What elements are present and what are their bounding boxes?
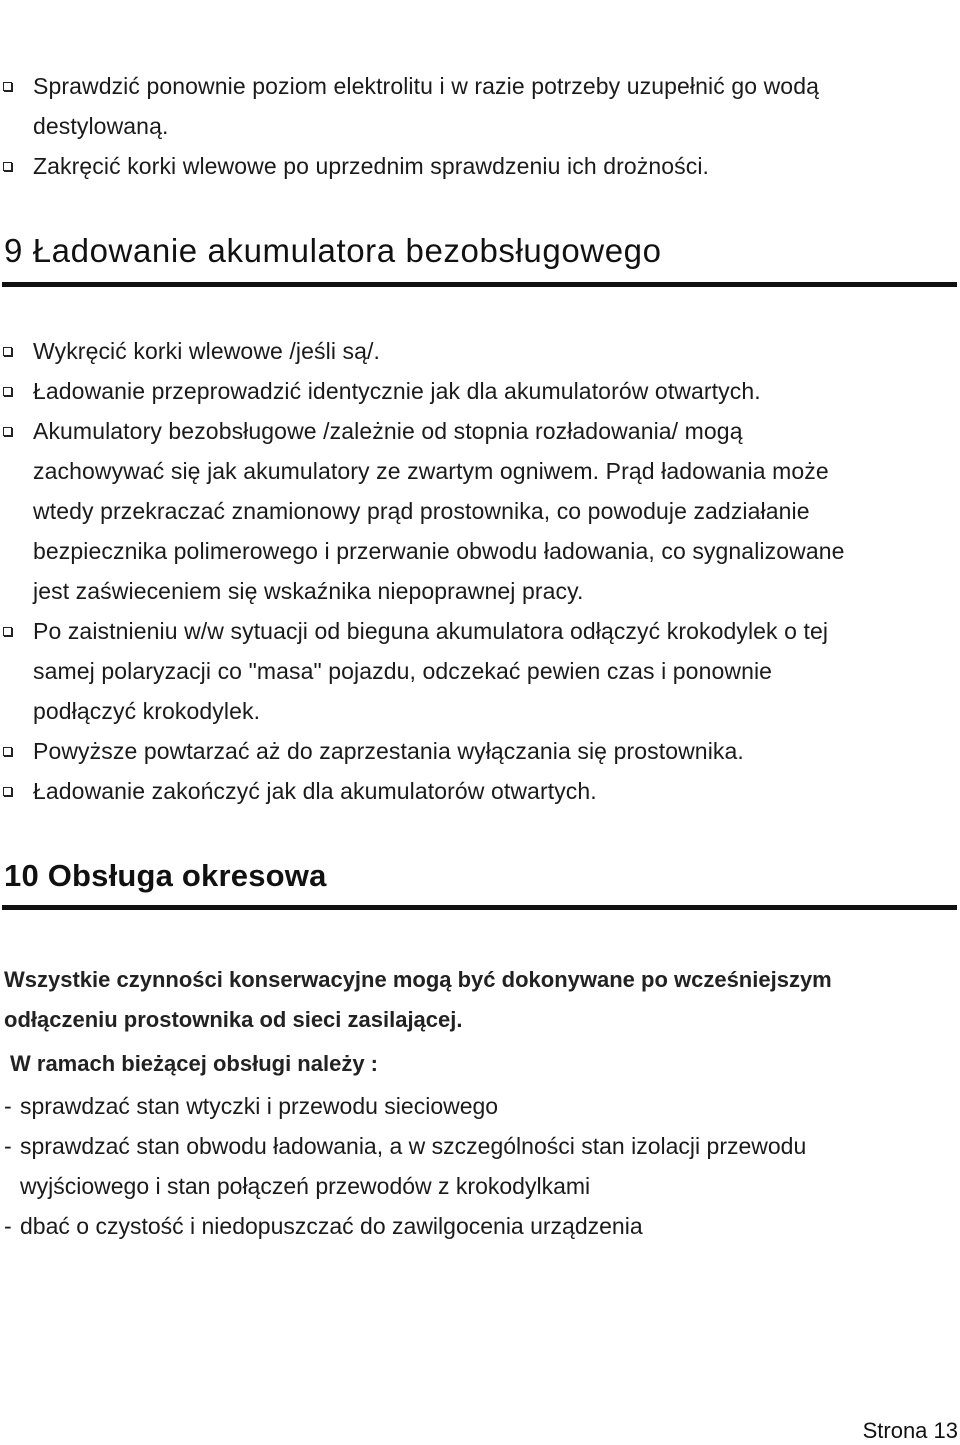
dash-bullet: - bbox=[4, 1093, 12, 1119]
list-item bbox=[0, 731, 880, 771]
list-item bbox=[0, 331, 880, 371]
list-item bbox=[0, 411, 880, 611]
list-item-text: Sprawdzić ponownie poziom elektrolitu i w razie potrzeby uzupełnić go wodą destylowaną. bbox=[33, 73, 819, 139]
maintenance-subheading: W ramach bieżącej obsługi należy : bbox=[10, 1051, 378, 1076]
section-9-heading: 9 Ładowanie akumulatora bezobsługowego bbox=[4, 232, 662, 269]
checkbox-bullet-icon bbox=[3, 787, 12, 796]
list-item-text: Powyższe powtarzać aż do zaprzestania wyłączania się prostownika. bbox=[33, 738, 744, 764]
checkbox-bullet-icon bbox=[3, 427, 12, 436]
list-item bbox=[0, 611, 880, 731]
section-9-bullet-list bbox=[0, 331, 880, 811]
checkbox-bullet-icon bbox=[3, 347, 12, 356]
list-item bbox=[0, 146, 880, 186]
checkbox-bullet-icon bbox=[3, 162, 12, 171]
list-item-text: sprawdzać stan wtyczki i przewodu sieciowego bbox=[20, 1093, 499, 1119]
list-item-text: Wykręcić korki wlewowe /jeśli są/. bbox=[33, 338, 380, 364]
list-item bbox=[4, 1086, 864, 1126]
list-item-text: Ładowanie przeprowadzić identycznie jak dla akumulatorów otwartych. bbox=[33, 378, 761, 404]
section-9-rule bbox=[2, 282, 957, 287]
checkbox-bullet-icon bbox=[3, 747, 12, 756]
list-item-text: Ładowanie zakończyć jak dla akumulatorów otwartych. bbox=[33, 778, 597, 804]
checkbox-bullet-icon bbox=[3, 387, 12, 396]
section-10-heading: 10 Obsługa okresowa bbox=[4, 858, 327, 893]
dash-bullet: - bbox=[4, 1213, 12, 1239]
list-item-text: Akumulatory bezobsługowe /zależnie od stopnia rozładowania/ mogą zachowywać się jak akumulatory ze zwartym ogniwem. Prąd ładowania może wtedy przekraczać znamionowy prąd prostownika, co powoduje zadziałanie bezpiecznika polimerowego i przerwanie obwodu ładowania, co sygnalizowane jest zaświeceniem się wskaźnika niepoprawnej pracy. bbox=[33, 418, 845, 604]
checkbox-bullet-icon bbox=[3, 627, 12, 636]
list-item-text: dbać o czystość i niedopuszczać do zawilgocenia urządzenia bbox=[20, 1213, 643, 1239]
list-item-text: sprawdzać stan obwodu ładowania, a w szczególności stan izolacji przewodu wyjściowego i stan połączeń przewodów z krokodylkami bbox=[20, 1133, 807, 1199]
maintenance-list bbox=[4, 1086, 864, 1246]
checkbox-bullet-icon bbox=[3, 82, 12, 91]
top-bullet-list bbox=[0, 66, 880, 186]
list-item-text: Zakręcić korki wlewowe po uprzednim sprawdzeniu ich drożności. bbox=[33, 153, 710, 179]
list-item bbox=[4, 1206, 864, 1246]
safety-warning: Wszystkie czynności konserwacyjne mogą być dokonywane po wcześniejszym odłączeniu prostownika od sieci zasilającej. bbox=[4, 967, 832, 1032]
list-item bbox=[0, 771, 880, 811]
list-item bbox=[0, 371, 880, 411]
dash-bullet: - bbox=[4, 1133, 12, 1159]
list-item-text: Po zaistnieniu w/w sytuacji od bieguna akumulatora odłączyć krokodylek o tej samej polaryzacji co "masa" pojazdu, odczekać pewien czas i ponownie podłączyć krokodylek. bbox=[33, 618, 829, 724]
list-item bbox=[4, 1126, 864, 1206]
section-10-rule bbox=[2, 905, 957, 910]
page-number: Strona 13 bbox=[862, 1418, 958, 1443]
list-item bbox=[0, 66, 880, 146]
